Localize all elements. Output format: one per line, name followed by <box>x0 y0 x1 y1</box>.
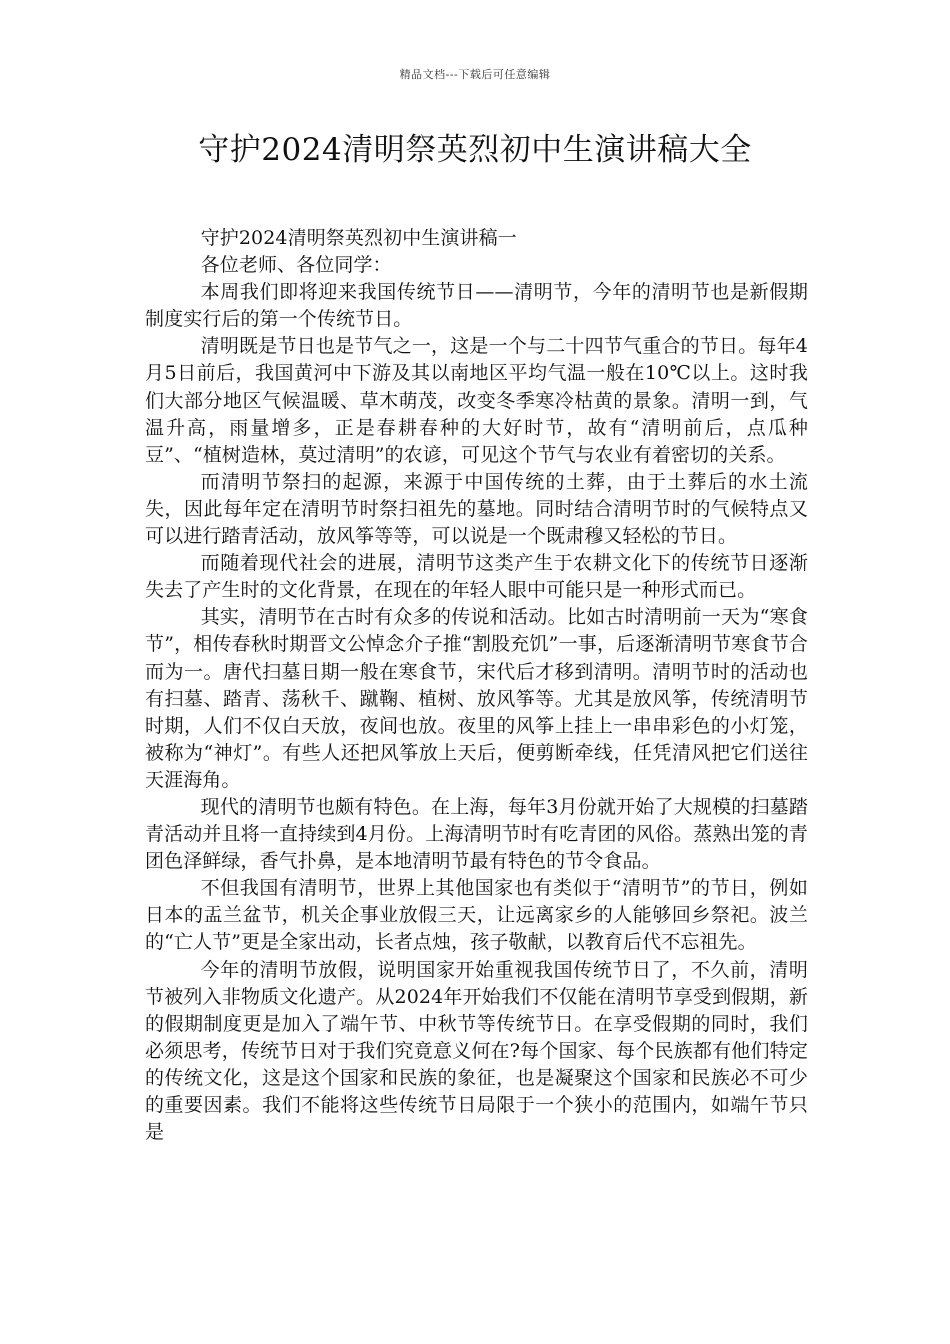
paragraph: 本周我们即将迎来我国传统节日——清明节，今年的清明节也是新假期制度实行后的第一个传统节日。 <box>145 281 808 331</box>
paragraph: 而清明节祭扫的起源，来源于中国传统的土葬，由于土葬后的水土流失，因此每年定在清明节时祭扫祖先的墓地。同时结合清明节时的气候特点又可以进行踏青活动，放风筝等等，可以说是一个既肃穆又轻松的节日。 <box>145 470 808 548</box>
paragraph-subtitle: 守护2024清明祭英烈初中生演讲稿一 <box>200 227 517 249</box>
paragraph-salutation: 各位老师、各位同学： <box>200 254 392 277</box>
paragraph: 清明既是节日也是节气之一，这是一个与二十四节气重合的节日。每年4月5日前后，我国黄河中下游及其以南地区平均气温一般在10℃以上。这时我们大部分地区气候温暖、草木萌茂，改变冬季寒冷枯黄的景象。清明一到，气温升高，雨量增多，正是春耕春种的大好时节，故有“清明前后，点瓜种豆”、“植树造林，莫过清明”的农谚，可见这个节气与农业有着密切的关系。 <box>145 335 808 466</box>
document-body <box>145 225 808 1146</box>
paragraph: 而随着现代社会的进展，清明节这类产生于农耕文化下的传统节日逐渐失去了产生时的文化背景，在现在的年轻人眼中可能只是一种形式而已。 <box>145 552 808 602</box>
document-title: 守护2024清明祭英烈初中生演讲稿大全 <box>198 132 752 168</box>
header-note: 精品文档---下载后可任意编辑 <box>399 68 551 81</box>
paragraph: 现代的清明节也颇有特色。在上海，每年3月份就开始了大规模的扫墓踏青活动并且将一直持续到4月份。上海清明节时有吃青团的风俗。蒸熟出笼的青团色泽鲜绿，香气扑鼻，是本地清明节最有特色的节令食品。 <box>145 795 808 873</box>
paragraph: 不但我国有清明节，世界上其他国家也有类似于“清明节”的节日，例如日本的盂兰盆节，机关企事业放假三天，让远离家乡的人能够回乡祭祀。波兰的“亡人节”更是全家出动，长者点烛，孩子敬献，以教育后代不忘祖先。 <box>145 877 808 954</box>
paragraph: 今年的清明节放假，说明国家开始重视我国传统节日了，不久前，清明节被列入非物质文化遗产。从2024年开始我们不仅能在清明节享受到假期，新的假期制度更是加入了端午节、中秋节等传统节日。在享受假期的同时，我们必须思考，传统节日对于我们究竟意义何在?每个国家、每个民族都有他们特定的传统文化，这是这个国家和民族的象征，也是凝聚这个国家和民族必不可少的重要因素。我们不能将这些传统节日局限于一个狭小的范围内，如端午节只是 <box>145 958 808 1144</box>
paragraph: 其实，清明节在古时有众多的传说和活动。比如古时清明前一天为“寒食节”，相传春秋时期晋文公悼念介子推“割股充饥”一事，后逐渐清明节寒食节合而为一。唐代扫墓日期一般在寒食节，宋代后才移到清明。清明节时的活动也有扫墓、踏青、荡秋千、蹴鞠、植树、放风筝等。尤其是放风筝，传统清明节时期，人们不仅白天放，夜间也放。夜里的风筝上挂上一串串彩色的小灯笼，被称为“神灯”。有些人还把风筝放上天后，便剪断牵线，任凭清风把它们送往天涯海角。 <box>145 606 808 791</box>
